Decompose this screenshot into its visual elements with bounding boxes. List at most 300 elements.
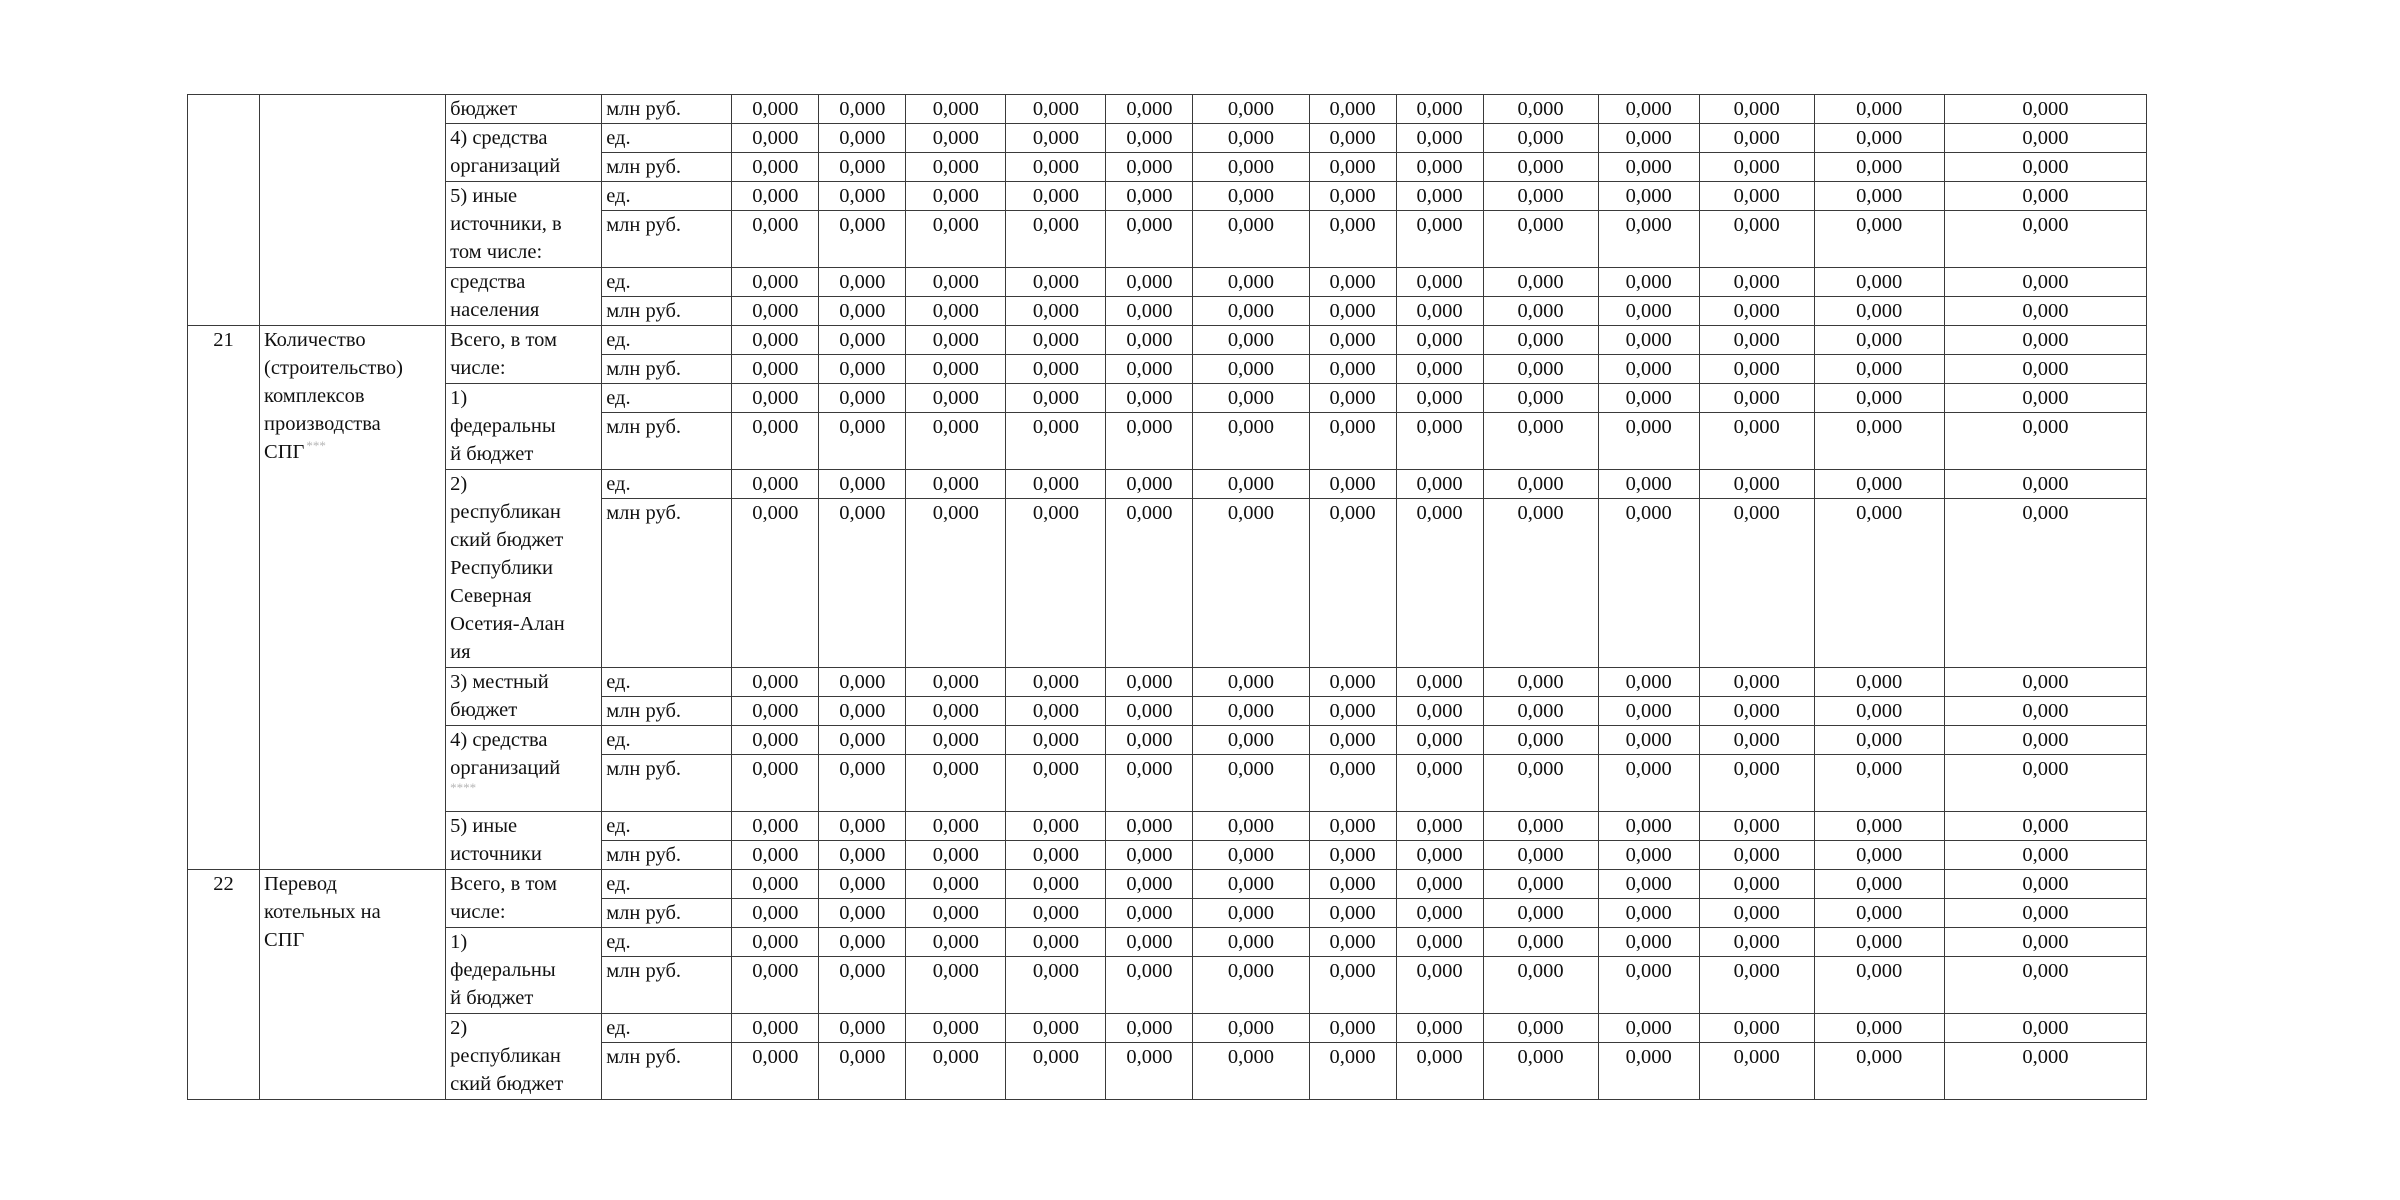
value-cell: 0,000 (1193, 326, 1309, 355)
value-cell: 0,000 (1193, 413, 1309, 470)
value-cell: 0,000 (1944, 384, 2146, 413)
value-cell: 0,000 (1396, 1043, 1483, 1100)
value-cell: 0,000 (1193, 268, 1309, 297)
funding-source (446, 384, 602, 470)
value-cell: 0,000 (1814, 1014, 1944, 1043)
unit-cell: ед. (602, 870, 732, 899)
value-cell: 0,000 (906, 413, 1006, 470)
value-cell: 0,000 (1193, 1043, 1309, 1100)
value-cell: 0,000 (1598, 384, 1699, 413)
value-cell: 0,000 (1309, 326, 1396, 355)
value-cell: 0,000 (906, 928, 1006, 957)
table-row (188, 124, 2147, 153)
value-cell: 0,000 (1396, 268, 1483, 297)
value-cell: 0,000 (906, 297, 1006, 326)
value-cell: 0,000 (906, 841, 1006, 870)
value-cell: 0,000 (1699, 326, 1814, 355)
unit-cell: ед. (602, 182, 732, 211)
value-cell: 0,000 (1483, 95, 1598, 124)
value-cell: 0,000 (906, 812, 1006, 841)
value-cell: 0,000 (1814, 153, 1944, 182)
value-cell: 0,000 (1944, 499, 2146, 668)
value-cell: 0,000 (1944, 268, 2146, 297)
value-cell: 0,000 (1944, 928, 2146, 957)
value-cell: 0,000 (906, 211, 1006, 268)
value-cell: 0,000 (1006, 355, 1106, 384)
value-cell: 0,000 (1598, 726, 1699, 755)
table-body (188, 95, 2147, 1100)
value-cell: 0,000 (1944, 211, 2146, 268)
table-row (188, 326, 2147, 355)
value-cell: 0,000 (819, 182, 906, 211)
value-cell: 0,000 (732, 697, 819, 726)
value-cell: 0,000 (1814, 755, 1944, 812)
value-cell: 0,000 (1699, 957, 1814, 1014)
value-cell: 0,000 (1699, 870, 1814, 899)
value-cell: 0,000 (1396, 812, 1483, 841)
value-cell: 0,000 (732, 326, 819, 355)
funding-source (446, 182, 602, 268)
value-cell: 0,000 (1483, 726, 1598, 755)
value-cell: 0,000 (732, 95, 819, 124)
unit-cell: ед. (602, 928, 732, 957)
value-cell: 0,000 (1396, 124, 1483, 153)
unit-cell: млн руб. (602, 697, 732, 726)
value-cell: 0,000 (1309, 668, 1396, 697)
value-cell: 0,000 (1483, 928, 1598, 957)
value-cell: 0,000 (819, 841, 906, 870)
table-row (188, 1014, 2147, 1043)
value-cell: 0,000 (1483, 211, 1598, 268)
value-cell: 0,000 (1814, 668, 1944, 697)
value-cell: 0,000 (1309, 153, 1396, 182)
value-cell: 0,000 (1944, 899, 2146, 928)
value-cell: 0,000 (1396, 899, 1483, 928)
table-row (188, 928, 2147, 957)
value-cell: 0,000 (1396, 697, 1483, 726)
value-cell: 0,000 (1598, 957, 1699, 1014)
value-cell: 0,000 (1699, 812, 1814, 841)
unit-cell: млн руб. (602, 413, 732, 470)
value-cell: 0,000 (1814, 95, 1944, 124)
value-cell: 0,000 (819, 153, 906, 182)
value-cell: 0,000 (1106, 297, 1193, 326)
value-cell: 0,000 (906, 957, 1006, 1014)
value-cell: 0,000 (1193, 957, 1309, 1014)
value-cell: 0,000 (1814, 297, 1944, 326)
value-cell: 0,000 (1006, 326, 1106, 355)
value-cell: 0,000 (1944, 153, 2146, 182)
value-cell: 0,000 (906, 95, 1006, 124)
unit-cell: млн руб. (602, 211, 732, 268)
value-cell: 0,000 (1944, 812, 2146, 841)
value-cell: 0,000 (1106, 841, 1193, 870)
value-cell: 0,000 (1483, 297, 1598, 326)
table-row (188, 95, 2147, 124)
value-cell: 0,000 (1106, 413, 1193, 470)
value-cell: 0,000 (1396, 841, 1483, 870)
value-cell: 0,000 (732, 153, 819, 182)
funding-source-text: средства населения (450, 271, 540, 321)
value-cell: 0,000 (1699, 841, 1814, 870)
value-cell: 0,000 (1483, 326, 1598, 355)
value-cell: 0,000 (1106, 870, 1193, 899)
unit-cell: млн руб. (602, 755, 732, 812)
value-cell: 0,000 (732, 899, 819, 928)
value-cell: 0,000 (1106, 211, 1193, 268)
indicator-name (260, 870, 446, 1100)
value-cell: 0,000 (732, 211, 819, 268)
value-cell: 0,000 (1309, 1043, 1396, 1100)
unit-cell: млн руб. (602, 499, 732, 668)
value-cell: 0,000 (1309, 812, 1396, 841)
funding-source-text: 1) федеральны й бюджет (450, 387, 556, 465)
value-cell: 0,000 (819, 268, 906, 297)
value-cell: 0,000 (1598, 326, 1699, 355)
value-cell: 0,000 (906, 870, 1006, 899)
value-cell: 0,000 (1814, 841, 1944, 870)
value-cell: 0,000 (1814, 812, 1944, 841)
value-cell: 0,000 (1944, 326, 2146, 355)
value-cell: 0,000 (1106, 268, 1193, 297)
footnote-mark: **** (450, 780, 477, 795)
value-cell: 0,000 (1006, 1043, 1106, 1100)
value-cell: 0,000 (1006, 499, 1106, 668)
indicator-name (260, 95, 446, 326)
value-cell: 0,000 (906, 268, 1006, 297)
value-cell: 0,000 (1309, 182, 1396, 211)
value-cell: 0,000 (1483, 1014, 1598, 1043)
value-cell: 0,000 (1699, 470, 1814, 499)
value-cell: 0,000 (1396, 668, 1483, 697)
value-cell: 0,000 (1006, 755, 1106, 812)
value-cell: 0,000 (1598, 124, 1699, 153)
funding-source-text: 2) республикан ский бюджет Республики Северная Осетия-Алан ия (450, 473, 565, 663)
value-cell: 0,000 (1106, 812, 1193, 841)
value-cell: 0,000 (1483, 812, 1598, 841)
value-cell: 0,000 (1396, 870, 1483, 899)
value-cell: 0,000 (1699, 297, 1814, 326)
value-cell: 0,000 (1396, 355, 1483, 384)
value-cell: 0,000 (1598, 211, 1699, 268)
table-row (188, 870, 2147, 899)
value-cell: 0,000 (1106, 726, 1193, 755)
funding-source-text: Всего, в том числе: (450, 873, 557, 923)
value-cell: 0,000 (1006, 697, 1106, 726)
value-cell: 0,000 (1944, 957, 2146, 1014)
table-row (188, 470, 2147, 499)
value-cell: 0,000 (1309, 928, 1396, 957)
value-cell: 0,000 (1598, 499, 1699, 668)
value-cell: 0,000 (1483, 413, 1598, 470)
value-cell: 0,000 (1396, 470, 1483, 499)
value-cell: 0,000 (1006, 268, 1106, 297)
value-cell: 0,000 (1006, 928, 1106, 957)
value-cell: 0,000 (1193, 928, 1309, 957)
value-cell: 0,000 (1814, 413, 1944, 470)
row-number (188, 95, 260, 326)
value-cell: 0,000 (1699, 153, 1814, 182)
value-cell: 0,000 (1006, 1014, 1106, 1043)
value-cell: 0,000 (732, 841, 819, 870)
value-cell: 0,000 (1483, 697, 1598, 726)
value-cell: 0,000 (1699, 668, 1814, 697)
value-cell: 0,000 (1699, 1014, 1814, 1043)
unit-cell: млн руб. (602, 957, 732, 1014)
value-cell: 0,000 (1106, 95, 1193, 124)
value-cell: 0,000 (1483, 957, 1598, 1014)
value-cell: 0,000 (1814, 1043, 1944, 1100)
value-cell: 0,000 (819, 957, 906, 1014)
unit-cell: млн руб. (602, 297, 732, 326)
value-cell: 0,000 (1309, 211, 1396, 268)
value-cell: 0,000 (1006, 957, 1106, 1014)
value-cell: 0,000 (1309, 297, 1396, 326)
value-cell: 0,000 (1483, 470, 1598, 499)
value-cell: 0,000 (1106, 384, 1193, 413)
value-cell: 0,000 (1699, 413, 1814, 470)
value-cell: 0,000 (1396, 726, 1483, 755)
value-cell: 0,000 (1309, 499, 1396, 668)
value-cell: 0,000 (906, 697, 1006, 726)
value-cell: 0,000 (732, 470, 819, 499)
value-cell: 0,000 (1006, 153, 1106, 182)
value-cell: 0,000 (1944, 413, 2146, 470)
value-cell: 0,000 (1814, 870, 1944, 899)
value-cell: 0,000 (819, 95, 906, 124)
funding-source-text: 5) иные источники (450, 815, 542, 865)
value-cell: 0,000 (819, 413, 906, 470)
value-cell: 0,000 (906, 384, 1006, 413)
value-cell: 0,000 (1309, 841, 1396, 870)
unit-cell: млн руб. (602, 355, 732, 384)
funding-source-text: 4) средства организаций (450, 127, 561, 177)
value-cell: 0,000 (1309, 899, 1396, 928)
value-cell: 0,000 (1598, 668, 1699, 697)
value-cell: 0,000 (1598, 95, 1699, 124)
value-cell: 0,000 (732, 499, 819, 668)
value-cell: 0,000 (819, 697, 906, 726)
value-cell: 0,000 (1944, 726, 2146, 755)
value-cell: 0,000 (906, 153, 1006, 182)
funding-source (446, 95, 602, 124)
unit-cell: млн руб. (602, 95, 732, 124)
unit-cell: ед. (602, 726, 732, 755)
value-cell: 0,000 (1193, 211, 1309, 268)
table-row (188, 668, 2147, 697)
value-cell: 0,000 (1598, 697, 1699, 726)
value-cell: 0,000 (1006, 413, 1106, 470)
unit-cell: ед. (602, 384, 732, 413)
value-cell: 0,000 (819, 297, 906, 326)
value-cell: 0,000 (1106, 355, 1193, 384)
value-cell: 0,000 (1699, 384, 1814, 413)
value-cell: 0,000 (906, 726, 1006, 755)
value-cell: 0,000 (1006, 899, 1106, 928)
value-cell: 0,000 (1396, 928, 1483, 957)
value-cell: 0,000 (1193, 95, 1309, 124)
unit-cell: ед. (602, 1014, 732, 1043)
value-cell: 0,000 (819, 499, 906, 668)
value-cell: 0,000 (1006, 384, 1106, 413)
row-number: 22 (188, 870, 260, 1100)
value-cell: 0,000 (1193, 297, 1309, 326)
value-cell: 0,000 (1598, 841, 1699, 870)
value-cell: 0,000 (1396, 1014, 1483, 1043)
table-row (188, 726, 2147, 755)
value-cell: 0,000 (1483, 755, 1598, 812)
funding-source (446, 812, 602, 870)
value-cell: 0,000 (1193, 870, 1309, 899)
value-cell: 0,000 (1944, 182, 2146, 211)
funding-source-text: 4) средства организаций (450, 729, 561, 779)
unit-cell: ед. (602, 812, 732, 841)
value-cell: 0,000 (1699, 124, 1814, 153)
value-cell: 0,000 (1814, 124, 1944, 153)
value-cell: 0,000 (732, 870, 819, 899)
value-cell: 0,000 (1193, 355, 1309, 384)
value-cell: 0,000 (1699, 95, 1814, 124)
value-cell: 0,000 (819, 726, 906, 755)
funding-source-text: 2) республикан ский бюджет (450, 1017, 564, 1095)
value-cell: 0,000 (1193, 153, 1309, 182)
value-cell: 0,000 (1396, 326, 1483, 355)
value-cell: 0,000 (1944, 470, 2146, 499)
value-cell: 0,000 (1309, 957, 1396, 1014)
value-cell: 0,000 (1598, 899, 1699, 928)
value-cell: 0,000 (1106, 326, 1193, 355)
value-cell: 0,000 (732, 1014, 819, 1043)
value-cell: 0,000 (732, 755, 819, 812)
value-cell: 0,000 (1309, 755, 1396, 812)
value-cell: 0,000 (1483, 355, 1598, 384)
value-cell: 0,000 (1106, 1043, 1193, 1100)
value-cell: 0,000 (1193, 755, 1309, 812)
value-cell: 0,000 (906, 668, 1006, 697)
value-cell: 0,000 (819, 668, 906, 697)
value-cell: 0,000 (1193, 384, 1309, 413)
value-cell: 0,000 (1814, 355, 1944, 384)
funding-source (446, 928, 602, 1014)
indicator-name (260, 326, 446, 870)
value-cell: 0,000 (1309, 697, 1396, 726)
value-cell: 0,000 (1006, 668, 1106, 697)
value-cell: 0,000 (1309, 124, 1396, 153)
value-cell: 0,000 (1309, 268, 1396, 297)
value-cell: 0,000 (1396, 95, 1483, 124)
value-cell: 0,000 (1598, 870, 1699, 899)
table-row (188, 268, 2147, 297)
value-cell: 0,000 (732, 928, 819, 957)
value-cell: 0,000 (1193, 841, 1309, 870)
value-cell: 0,000 (1193, 726, 1309, 755)
value-cell: 0,000 (732, 124, 819, 153)
value-cell: 0,000 (1944, 1014, 2146, 1043)
funding-source (446, 326, 602, 384)
value-cell: 0,000 (819, 211, 906, 268)
value-cell: 0,000 (1944, 697, 2146, 726)
value-cell: 0,000 (1944, 124, 2146, 153)
value-cell: 0,000 (1106, 755, 1193, 812)
value-cell: 0,000 (1483, 899, 1598, 928)
indicator-text: Перевод котельных на СПГ (264, 873, 381, 951)
value-cell: 0,000 (1699, 211, 1814, 268)
value-cell: 0,000 (1006, 841, 1106, 870)
value-cell: 0,000 (819, 124, 906, 153)
value-cell: 0,000 (1814, 211, 1944, 268)
unit-cell: млн руб. (602, 899, 732, 928)
value-cell: 0,000 (1106, 1014, 1193, 1043)
value-cell: 0,000 (1193, 1014, 1309, 1043)
value-cell: 0,000 (1309, 470, 1396, 499)
value-cell: 0,000 (1814, 268, 1944, 297)
value-cell: 0,000 (1106, 697, 1193, 726)
value-cell: 0,000 (1309, 413, 1396, 470)
unit-cell: ед. (602, 470, 732, 499)
value-cell: 0,000 (1309, 870, 1396, 899)
unit-cell: млн руб. (602, 1043, 732, 1100)
value-cell: 0,000 (1106, 153, 1193, 182)
value-cell: 0,000 (1483, 1043, 1598, 1100)
value-cell: 0,000 (1944, 1043, 2146, 1100)
value-cell: 0,000 (1483, 182, 1598, 211)
value-cell: 0,000 (732, 1043, 819, 1100)
value-cell: 0,000 (1699, 726, 1814, 755)
value-cell: 0,000 (1396, 153, 1483, 182)
value-cell: 0,000 (732, 726, 819, 755)
value-cell: 0,000 (1483, 124, 1598, 153)
value-cell: 0,000 (819, 470, 906, 499)
value-cell: 0,000 (1006, 470, 1106, 499)
value-cell: 0,000 (1944, 95, 2146, 124)
funding-source (446, 870, 602, 928)
value-cell: 0,000 (1483, 499, 1598, 668)
unit-cell: млн руб. (602, 841, 732, 870)
value-cell: 0,000 (1396, 957, 1483, 1014)
value-cell: 0,000 (732, 668, 819, 697)
value-cell: 0,000 (1814, 899, 1944, 928)
value-cell: 0,000 (732, 812, 819, 841)
unit-cell: ед. (602, 668, 732, 697)
value-cell: 0,000 (1598, 182, 1699, 211)
unit-cell: млн руб. (602, 153, 732, 182)
value-cell: 0,000 (819, 812, 906, 841)
value-cell: 0,000 (1814, 326, 1944, 355)
funding-source (446, 124, 602, 182)
value-cell: 0,000 (1483, 268, 1598, 297)
value-cell: 0,000 (1814, 726, 1944, 755)
value-cell: 0,000 (1944, 297, 2146, 326)
funding-source (446, 268, 602, 326)
value-cell: 0,000 (1598, 413, 1699, 470)
value-cell: 0,000 (819, 326, 906, 355)
indicator-text: Количество (строительство) комплексов производства СПГ (264, 329, 403, 463)
value-cell: 0,000 (906, 326, 1006, 355)
value-cell: 0,000 (1814, 384, 1944, 413)
value-cell: 0,000 (1106, 182, 1193, 211)
value-cell: 0,000 (1699, 755, 1814, 812)
value-cell: 0,000 (1598, 470, 1699, 499)
budget-table (187, 94, 2147, 1100)
value-cell: 0,000 (1699, 268, 1814, 297)
value-cell: 0,000 (1396, 182, 1483, 211)
value-cell: 0,000 (1483, 870, 1598, 899)
value-cell: 0,000 (819, 355, 906, 384)
value-cell: 0,000 (1396, 211, 1483, 268)
value-cell: 0,000 (1814, 697, 1944, 726)
value-cell: 0,000 (732, 297, 819, 326)
value-cell: 0,000 (1006, 726, 1106, 755)
